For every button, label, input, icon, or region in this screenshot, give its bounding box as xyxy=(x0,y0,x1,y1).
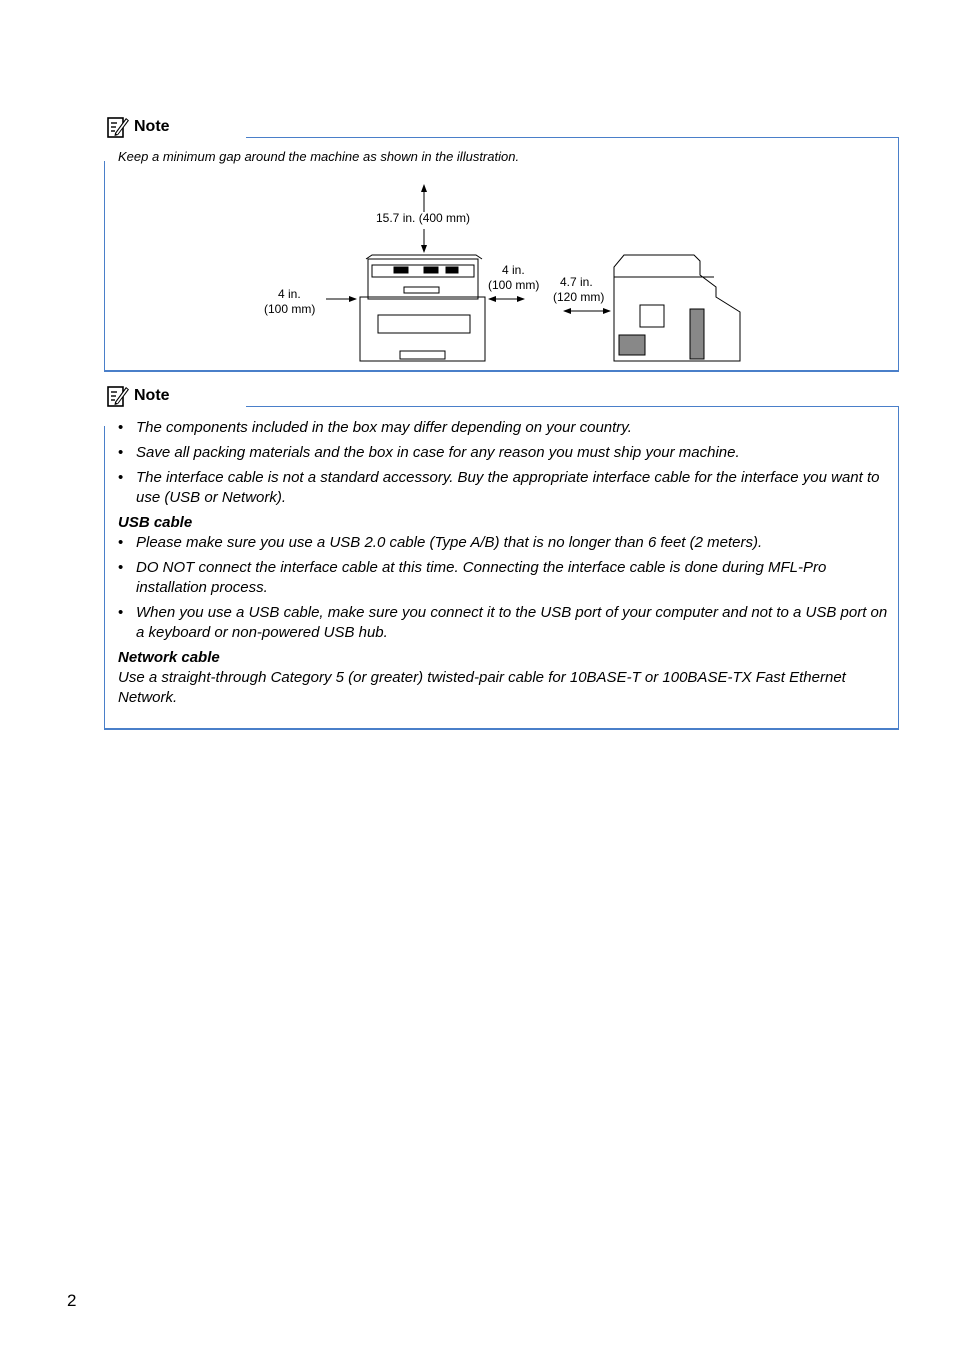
note-top-rule xyxy=(246,406,899,407)
bullet: • xyxy=(118,559,124,576)
note-header xyxy=(106,384,174,408)
note-header xyxy=(106,115,174,139)
list-item-text: DO NOT connect the interface cable at this time. Connecting the interface cable is done during MFL-Pro installation process. xyxy=(136,559,827,596)
list-item-text: When you use a USB cable, make sure you connect it to the USB port of your computer and not to a USB port on a keyboard or non-powered USB hub. xyxy=(136,604,888,641)
list-item-text: The interface cable is not a standard accessory. Buy the appropriate interface cable for the interface you want to use (USB or Network). xyxy=(136,469,880,506)
note-intro-text: Keep a minimum gap around the machine as shown in the illustration. xyxy=(118,149,520,164)
list-item-text: Save all packing materials and the box in case for any reason you must ship your machine. xyxy=(136,444,740,461)
note-body xyxy=(118,418,888,708)
dim-top-label: 15.7 in. (400 mm) xyxy=(376,211,471,225)
note-box-clearance xyxy=(104,118,899,372)
note-title: Note xyxy=(134,118,170,135)
printer-front-view xyxy=(360,255,485,361)
dim-side-label-1: 4.7 in. xyxy=(560,275,593,289)
list-item xyxy=(118,468,888,508)
note-title: Note xyxy=(134,387,170,404)
bullet: • xyxy=(118,534,124,551)
page-number: 2 xyxy=(67,1291,77,1310)
clearance-illustration xyxy=(104,137,899,372)
network-cable-heading: Network cable xyxy=(118,649,220,666)
bullet: • xyxy=(118,469,124,486)
dim-side-label-2: (120 mm) xyxy=(553,290,605,304)
note-left-rule xyxy=(104,426,105,728)
bullet: • xyxy=(118,604,124,621)
network-cable-text: Use a straight-through Category 5 (or greater) twisted-pair cable for 10BASE-T or 100BASE-TX Fast Ethernet Network. xyxy=(118,669,846,706)
list-item xyxy=(118,418,888,438)
dim-left-label-1: 4 in. xyxy=(278,287,301,301)
printer-side-view xyxy=(614,255,740,361)
note-pencil-icon xyxy=(106,115,130,139)
note-box-packing xyxy=(104,387,899,730)
list-item xyxy=(118,533,888,553)
usb-cable-heading: USB cable xyxy=(118,514,193,531)
list-item-text: The components included in the box may differ depending on your country. xyxy=(136,419,632,436)
list-item xyxy=(118,443,888,463)
bullet: • xyxy=(118,444,124,461)
note-pencil-icon xyxy=(106,384,130,408)
list-item xyxy=(118,558,888,598)
dim-left-label-2: (100 mm) xyxy=(264,302,316,316)
dim-right-label-1: 4 in. xyxy=(502,263,525,277)
list-item-text: Please make sure you use a USB 2.0 cable (Type A/B) that is no longer than 6 feet (2 meters). xyxy=(136,534,763,551)
dim-right-label-2: (100 mm) xyxy=(488,278,540,292)
list-item xyxy=(118,603,888,643)
bullet: • xyxy=(118,419,124,436)
